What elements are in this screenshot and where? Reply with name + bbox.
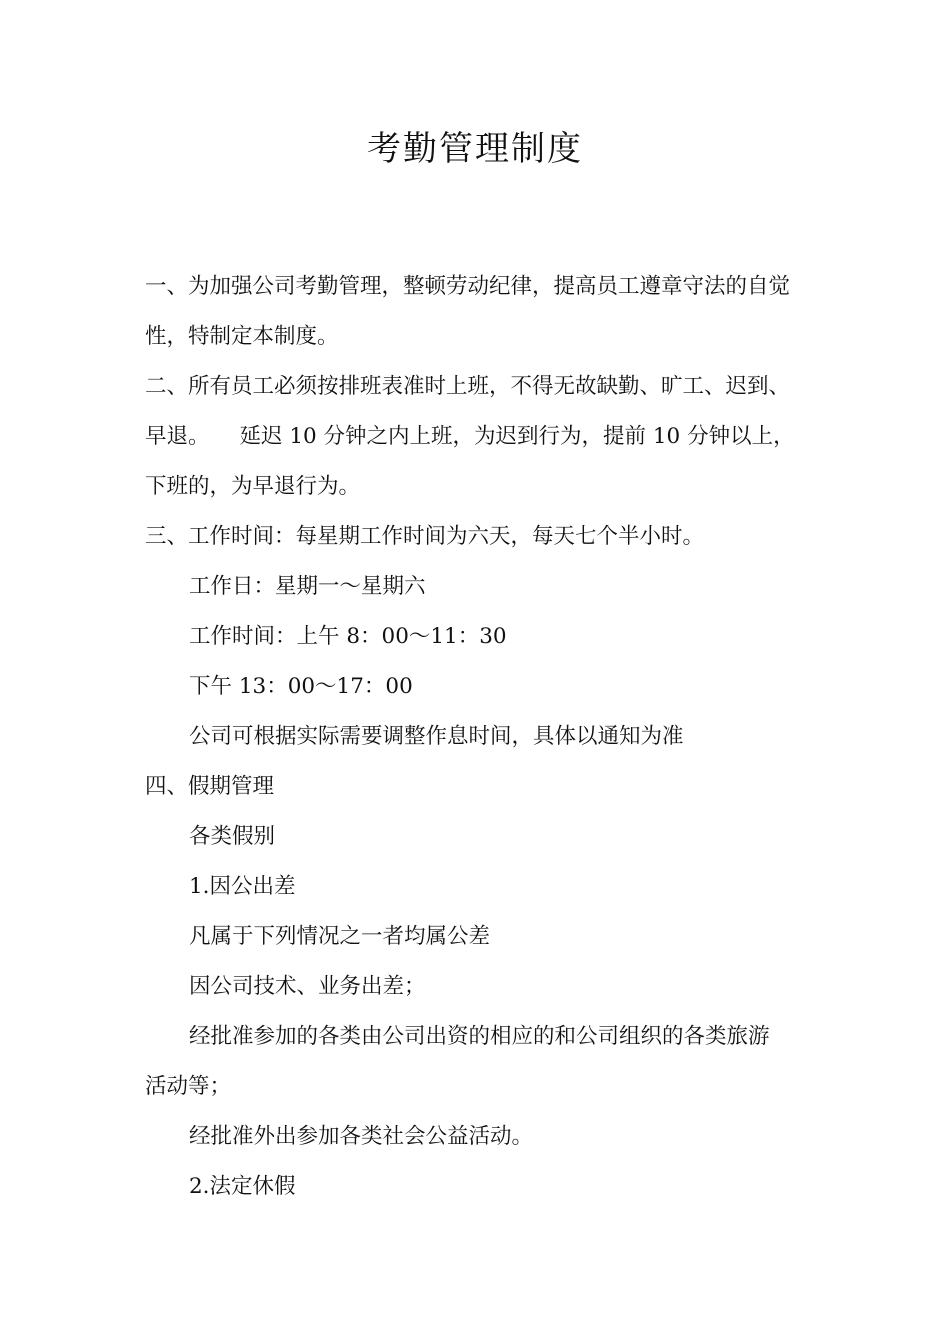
paragraph-leave-management: 四、假期管理: [145, 774, 275, 799]
paragraph-statutory-holidays: 2.法定休假: [189, 1174, 296, 1199]
paragraph-business-trip-item-2-line-2: 活动等；: [145, 1074, 232, 1099]
paragraph-working-hours: 三、工作时间：每星期工作时间为六天，每天七个半小时。: [145, 524, 705, 549]
paragraph-afternoon-hours: 下午 13：00～17：00: [189, 674, 413, 699]
paragraph-punctuality-line-2-start: 早退。: [145, 424, 210, 449]
paragraph-workdays: 工作日：星期一～星期六: [189, 574, 426, 599]
paragraph-business-trip-item-1: 因公司技术、业务出差；: [189, 974, 426, 999]
paragraph-schedule-adjustment: 公司可根据实际需要调整作息时间，具体以通知为准: [189, 724, 684, 749]
paragraph-purpose-line-1: 一、为加强公司考勤管理，整顿劳动纪律，提高员工遵章守法的自觉: [145, 274, 791, 299]
document-body: [145, 262, 810, 1212]
paragraph-morning-hours: 工作时间：上午 8：00～11：30: [189, 624, 507, 649]
paragraph-leave-types: 各类假别: [189, 824, 276, 849]
paragraph-punctuality-line-2: [145, 412, 810, 462]
paragraph-business-trip-criteria: 凡属于下列情况之一者均属公差: [189, 924, 491, 949]
paragraph-punctuality-line-1: 二、所有员工必须按排班表准时上班，不得无故缺勤、旷工、迟到、: [145, 374, 791, 399]
paragraph-business-trip-item-2-line-1: 经批准参加的各类由公司出资的相应的和公司组织的各类旅游: [189, 1024, 770, 1049]
paragraph-business-trip-item-3: 经批准外出参加各类社会公益活动。: [189, 1124, 534, 1149]
paragraph-business-trip: 1.因公出差: [189, 874, 296, 899]
paragraph-purpose-line-2: 性，特制定本制度。: [145, 324, 339, 349]
paragraph-punctuality-line-3: 下班的，为早退行为。: [145, 474, 361, 499]
document-title: 考勤管理制度: [367, 128, 583, 169]
paragraph-punctuality-line-2-end: 延迟 10 分钟之内上班，为迟到行为，提前 10 分钟以上，: [239, 424, 795, 449]
